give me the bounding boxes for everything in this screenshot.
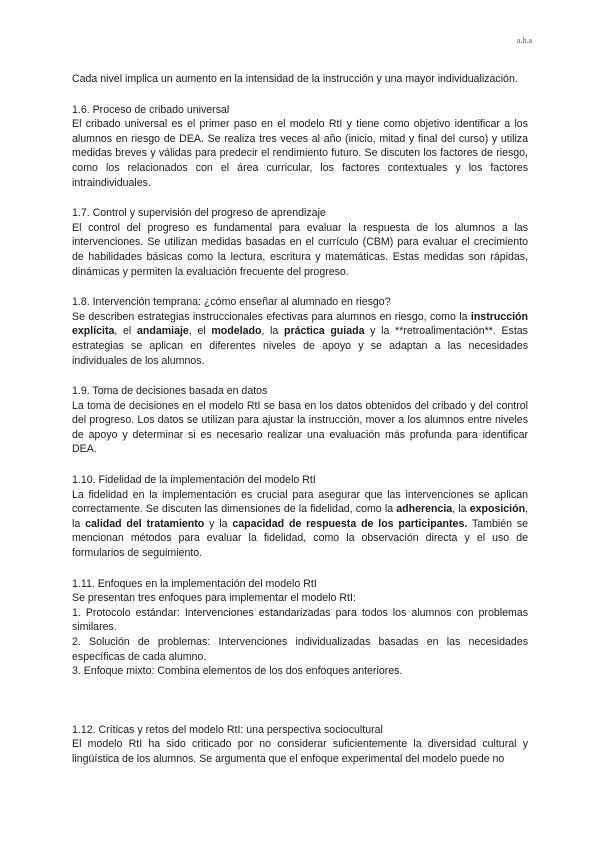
section-1-6 [72,103,528,191]
section-title: 1.9. Toma de decisiones basada en datos [72,385,268,398]
header-mark: a.h.a [516,36,532,45]
section-title: 1.7. Control y supervisión del progreso de aprendizaje [72,207,326,220]
section-body: El cribado universal es el primer paso en el modelo RtI y tiene como objetivo identificar a los alumnos en riesgo de DEA. Se realiza tres veces al año (inicio, mitad y final del curso) y utiliza medidas breves y válidas para predecir el rendimiento futuro. Se discuten los factores de riesgo, como los relacionados con el área curricular, los factores contextuales y los factores intraindividuales. [72,118,528,189]
text-run: , el [114,325,137,338]
document-body [72,72,528,767]
bold-term: modelado [211,325,262,338]
text-run: , la [72,503,529,530]
section-title: 1.8. Intervención temprana: ¿cómo enseñar al alumnado en riesgo? [72,296,391,309]
text-run: Se describen estrategias instruccionales efectivas para alumnos en riesgo, como la [72,310,471,323]
section-body: El modelo RtI ha sido criticado por no considerar suficientemente la diversidad cultural y lingüística de los alumnos. Se argumenta que el enfoque experimental del modelo puede no [72,738,528,765]
section-body: La toma de decisiones en el modelo RtI se basa en los datos obtenidos del cribado y del control del progreso. Los datos se utilizan para ajustar la instrucción, mover a los alumnos entre niveles de apoyo y determinar si es necesario realizar una evaluación más profunda para identificar DEA. [72,399,528,456]
bold-term: exposición [469,503,526,516]
bold-term: práctica guiada [284,325,365,338]
section-body [72,488,528,561]
text-run: , la [452,503,470,516]
section-1-10 [72,473,528,561]
section-title: 1.12. Críticas y retos del modelo RtI: una perspectiva sociocultural [72,723,383,736]
bold-term: instrucción explícita [72,310,528,338]
text-run: La fidelidad en la implementación es crucial para asegurar que las intervenciones se aplican correctamente. Se discuten las dimensiones de la fidelidad, como la [72,488,528,516]
text-run: y la [204,517,233,530]
bold-term: calidad del tratamiento [85,517,205,530]
bold-term: adherencia [396,503,453,516]
list-item: 2. Solución de problemas: Intervenciones individualizadas basadas en las necesidades específicas de cada alumno. [72,636,528,663]
section-body: El control del progreso es fundamental para evaluar la respuesta de los alumnos a las intervenciones. Se utilizan medidas basadas en el currículo (CBM) para evaluar el crecimiento de habilidades básicas como la lectura, escritura y matemáticas. Estas medidas son rápidas, dinámicas y permiten la evaluación frecuente del progreso. [72,221,528,278]
section-1-9 [72,384,528,457]
text-run: También se mencionan métodos para evaluar la fidelidad, como la observación directa y el uso de formularios de seguimiento. [72,517,529,560]
bold-term: andamiaje [136,325,189,338]
section-title: 1.6. Proceso de cribado universal [72,103,230,116]
section-1-12 [72,723,528,767]
list-item: 1. Protocolo estándar: Intervenciones estandarizadas para todos los alumnos con problemas similares. [72,606,528,634]
section-intro: Se presentan tres enfoques para implementar el modelo RtI: [72,592,356,605]
section-title: 1.10. Fidelidad de la implementación del modelo RtI [72,474,316,487]
section-1-7 [72,206,528,279]
list-item: 3. Enfoque mixto: Combina elementos de los dos enfoques anteriores. [72,665,403,678]
text-run: , el [188,325,212,338]
section-body [72,310,528,368]
bold-term: capacidad de respuesta de los participantes. [232,517,468,530]
intro-paragraph: Cada nivel implica un aumento en la intensidad de la instrucción y una mayor individualización. [72,73,518,85]
text-run: , la [261,325,284,338]
text-run: y la **retroalimentación**. Estas estrategias se aplican en diferentes niveles de apoyo y se adaptan a las necesidades individuales de los alumnos. [72,325,528,367]
section-1-8 [72,295,528,368]
section-title: 1.11. Enfoques en la implementación del modelo RtI [72,577,317,590]
section-1-11 [72,577,528,679]
